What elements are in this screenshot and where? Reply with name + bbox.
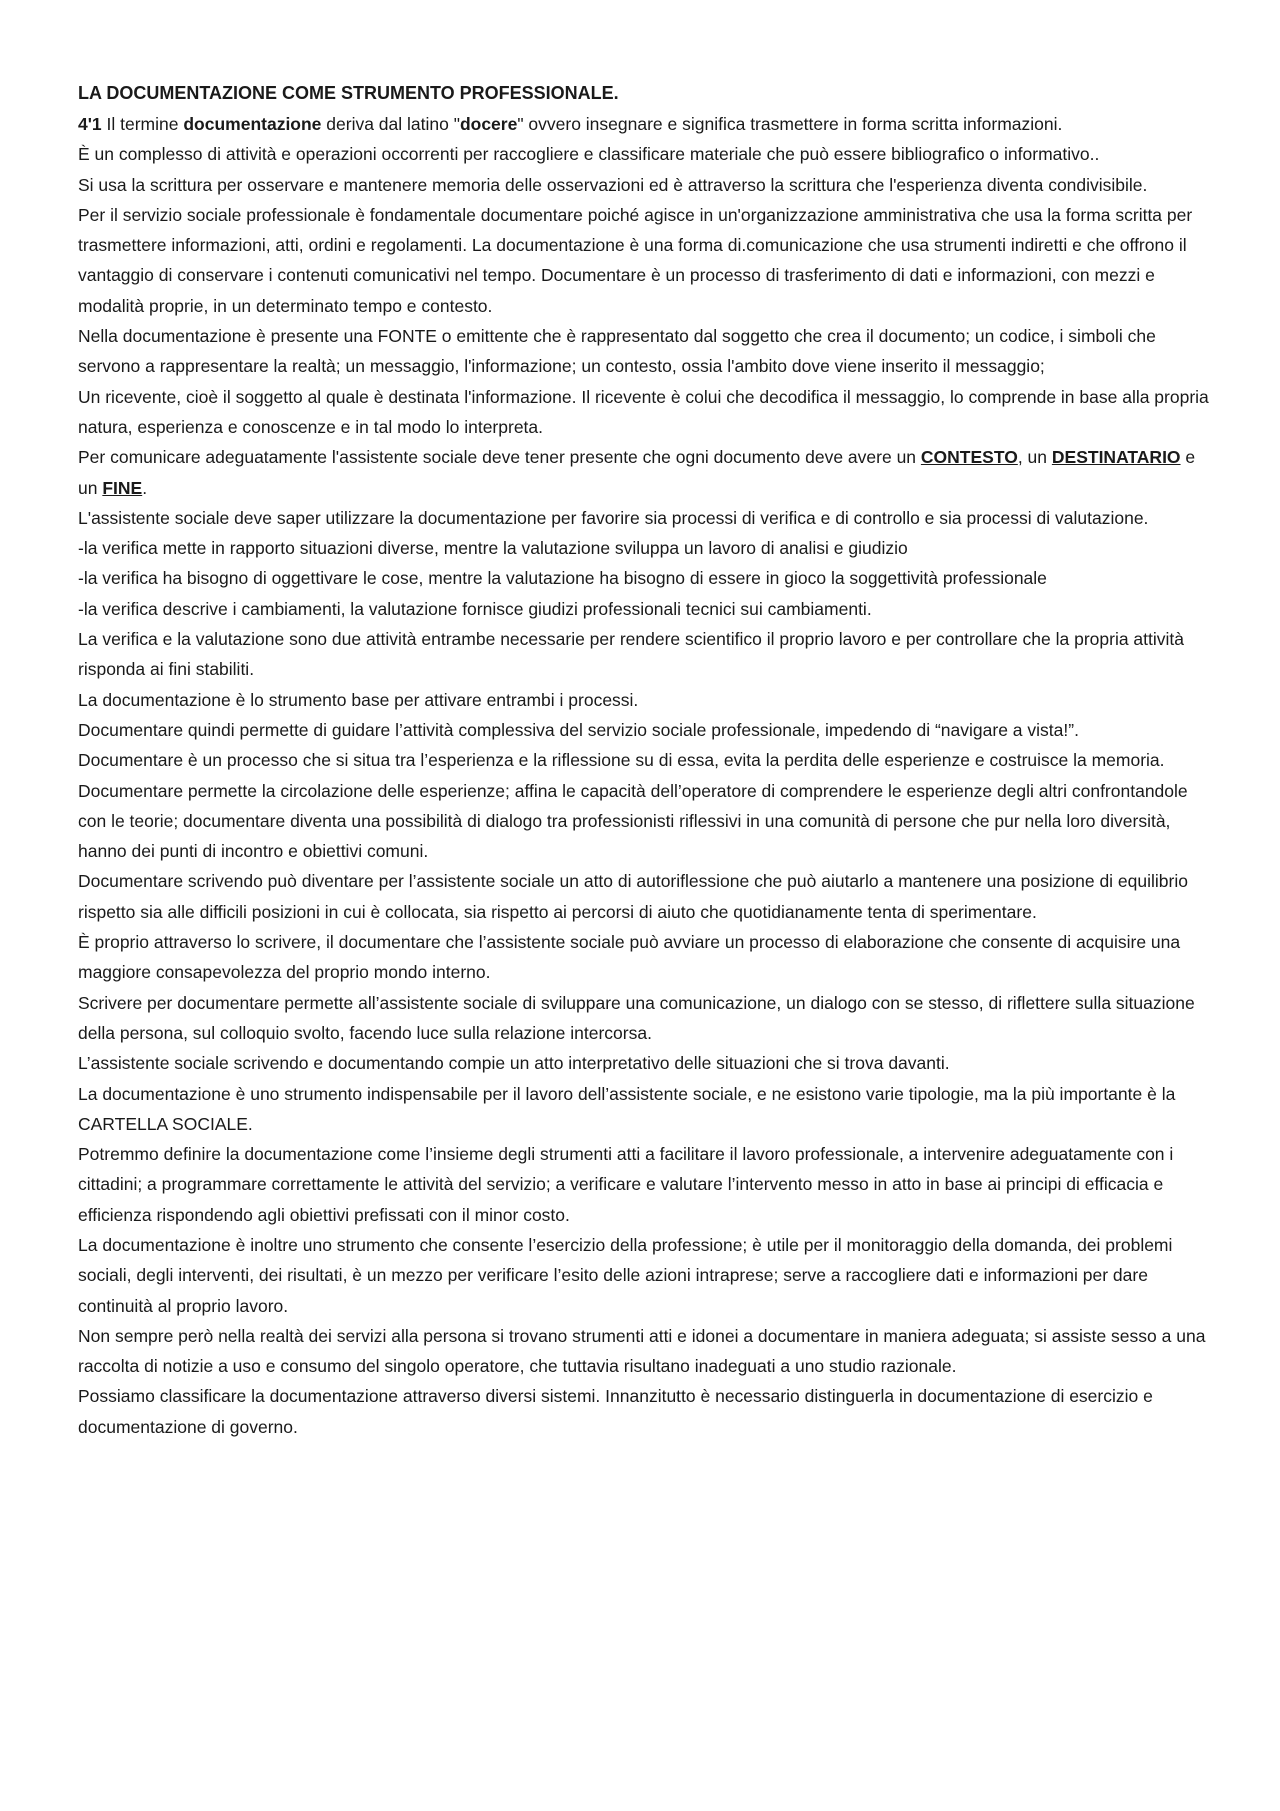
p7-text-1: Per comunicare adeguatamente l'assistente sociale deve tener presente che ogni documento deve avere un — [78, 447, 921, 468]
p7-text-3: e un — [78, 447, 1196, 498]
p7-text-2: , un — [1017, 447, 1052, 468]
paragraph-7 — [78, 442, 1213, 503]
page-title: LA DOCUMENTAZIONE COME STRUMENTO PROFESSIONALE. — [78, 83, 619, 103]
term-documentazione: documentazione — [183, 114, 322, 134]
document-page — [78, 78, 1213, 1442]
paragraph-2: È un complesso di attività e operazioni occorrenti per raccogliere e classificare materiale che può essere bibliografico o informativo.. — [78, 144, 1100, 165]
section-number: 4'1 — [78, 114, 102, 134]
list-item-verifica-1: -la verifica mette in rapporto situazioni diverse, mentre la valutazione sviluppa un lavoro di analisi e giudizio — [78, 538, 908, 559]
paragraph-25: Possiamo classificare la documentazione attraverso diversi sistemi. Innanzitutto è necessario distinguerla in documentazione di esercizio e documentazione di governo. — [78, 1386, 1153, 1437]
paragraph-22: Potremmo definire la documentazione come l’insieme degli strumenti atti a facilitare il lavoro professionale, a intervenire adeguatamente con i cittadini; a programmare correttamente le attività del servizio; a verificare e valutare l’intervento messo in atto in base ai principi di efficacia e efficienza rispondendo agli obiettivi prefissati con il minor costo. — [78, 1144, 1174, 1225]
keyword-destinatario: DESTINATARIO — [1051, 447, 1181, 468]
paragraph-19: Scrivere per documentare permette all’assistente sociale di sviluppare una comunicazione, un dialogo con se stesso, di riflettere sulla situazione della persona, sul colloquio svolto, facendo luce sulla relazione intercorsa. — [78, 992, 1195, 1043]
p7-text-4: . — [142, 477, 148, 498]
paragraph-16: Documentare permette la circolazione delle esperienze; affina le capacità dell’operatore di comprendere le esperienze degli altri confrontandole con le teorie; documentare diventa una possibilità di dialogo tra professionisti riflessivi in una comunità di persone che pur nella loro diversità, hanno dei punti di incontro e obiettivi comuni. — [78, 780, 1188, 862]
intro-text-3: " ovvero insegnare e significa trasmettere in forma scritta informazioni. — [517, 114, 1063, 134]
paragraph-23: La documentazione è inoltre uno strumento che consente l’esercizio della professione; è utile per il monitoraggio della domanda, dei problemi sociali, degli interventi, dei risultati, è un mezzo per verificare l’esito delle azioni intraprese; serve a raccogliere dati e informazioni per dare continuità al proprio lavoro. — [78, 1234, 1173, 1316]
paragraph-14: Documentare quindi permette di guidare l’attività complessiva del servizio sociale professionale, impedendo di “navigare a vista!”. — [78, 719, 1079, 740]
paragraph-21: La documentazione è uno strumento indispensabile per il lavoro dell’assistente sociale, e ne esistono varie tipologie, ma la più importante è la CARTELLA SOCIALE. — [78, 1083, 1176, 1134]
paragraph-5: Nella documentazione è presente una FONTE o emittente che è rappresentato dal soggetto che crea il documento; un codice, i simboli che servono a rappresentare la realtà; un messaggio, l'informazione; un contesto, ossia l'ambito dove viene inserito il messaggio; — [78, 326, 1156, 377]
paragraph-4: Per il servizio sociale professionale è fondamentale documentare poiché agisce in un'organizzazione amministrativa che usa la forma scritta per trasmettere informazioni, atti, ordini e regolamenti. La documentazione è una forma di.comunicazione che usa strumenti indiretti e che offrono il vantaggio di conservare i contenuti comunicativi nel tempo. Documentare è un processo di trasferimento di dati e informazioni, con mezzi e modalità proprie, in un determinato tempo e contesto. — [78, 204, 1193, 316]
paragraph-8: L'assistente sociale deve saper utilizzare la documentazione per favorire sia processi di verifica e di controllo e sia processi di valutazione. — [78, 507, 1149, 528]
paragraph-13: La documentazione è lo strumento base per attivare entrambi i processi. — [78, 689, 639, 710]
paragraph-12: La verifica e la valutazione sono due attività entrambe necessarie per rendere scientifico il proprio lavoro e per controllare che la propria attività risponda ai fini stabiliti. — [78, 629, 1185, 680]
paragraph-20: L’assistente sociale scrivendo e documentando compie un atto interpretativo delle situazioni che si trova davanti. — [78, 1053, 950, 1074]
intro-text-1: Il termine — [101, 114, 184, 134]
list-item-verifica-2: -la verifica ha bisogno di oggettivare le cose, mentre la valutazione ha bisogno di essere in gioco la soggettività professionale — [78, 568, 1047, 589]
paragraph-24: Non sempre però nella realtà dei servizi alla persona si trovano strumenti atti e idonei a documentare in maniera adeguata; si assiste sesso a una raccolta di notizie a uso e consumo del singolo operatore, che tuttavia risultano inadeguati a uno studio razionale. — [78, 1325, 1206, 1377]
paragraph-17: Documentare scrivendo può diventare per l’assistente sociale un atto di autoriflessione che può aiutarlo a mantenere una posizione di equilibrio rispetto sia alle difficili posizioni in cui è collocata, sia rispetto ai percorsi di aiuto che quotidianamente tenta di sperimentare. — [78, 871, 1188, 922]
keyword-contesto: CONTESTO — [920, 447, 1018, 468]
paragraph-3: Si usa la scrittura per osservare e mantenere memoria delle osservazioni ed è attraverso la scrittura che l'esperienza diventa condivisibile. — [78, 174, 1148, 195]
intro-text-2: deriva dal latino " — [321, 114, 460, 134]
paragraph-6: Un ricevente, cioè il soggetto al quale è destinata l'informazione. Il ricevente è colui che decodifica il messaggio, lo comprende in base alla propria natura, esperienza e conoscenze e in tal modo lo interpreta. — [78, 386, 1209, 437]
intro-paragraph — [78, 109, 1213, 139]
list-item-verifica-3: -la verifica descrive i cambiamenti, la valutazione fornisce giudizi professionali tecnici sui cambiamenti. — [78, 598, 872, 619]
keyword-fine: FINE — [102, 477, 143, 498]
term-docere: docere — [459, 114, 518, 134]
paragraph-18: È proprio attraverso lo scrivere, il documentare che l’assistente sociale può avviare un processo di elaborazione che consente di acquisire una maggiore consapevolezza del proprio mondo interno. — [78, 932, 1181, 983]
paragraph-15: Documentare è un processo che si situa tra l’esperienza e la riflessione su di essa, evita la perdita delle esperienze e costruisce la memoria. — [78, 750, 1165, 771]
